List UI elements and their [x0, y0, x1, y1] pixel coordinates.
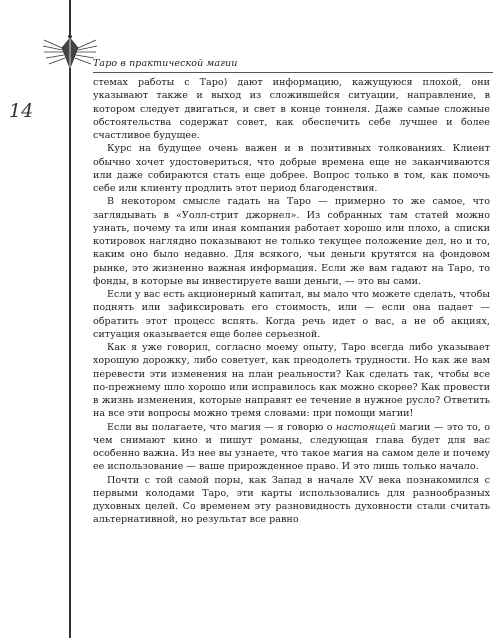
paragraph: Если у вас есть акционерный капитал, вы мало что можете сделать, чтобы поднять или зафиксировать его стоимость, или — если она падает — обратить этот процесс вспять. Когда речь идет о вас, а не об акциях, ситуация оказывается еще более серьезной.	[93, 289, 490, 340]
running-header	[93, 58, 493, 76]
header-rule	[93, 72, 493, 73]
winged-emblem-icon	[42, 34, 98, 72]
paragraph: В некотором смысле гадать на Таро — примерно то же самое, что заглядывать в «Уолл-стрит джорнел». Из собранных там статей можно узнать, почему та или иная компания работает хорошо или плохо, а списки котировок наглядно показывают не только текущее положение дел, но и то, каким оно было недавно. Для всякого, чьи деньги крутятся на фондовом рынке, это жизненно важная информация. Если же вам гадают на Таро, то фонды, в которые вы инвестируете ваши деньги, — это вы сами.	[93, 196, 490, 287]
emphasis-word: настоящей	[335, 421, 397, 433]
body-text	[93, 76, 490, 527]
paragraph-with-emphasis: Если вы полагаете, что магия — я говорю о настоящей магии — это то, о чем снимают кино и пишут романы, следующая глава будет для вас особенно важна. Из нее вы узнаете, что такое магия на самом деле и почему ее использование — ваше прирожденное право. И это лишь только начало.	[93, 421, 490, 473]
paragraph: стемах работы с Таро) дают информацию, кажущуюся плохой, они указывают также и выход из сложившейся ситуации, направление, в котором следует двигаться, и свет в конце тоннеля. Даже самые сложные обстоятельства содержат совет, как обеспечить себе лучшее и более счастливое будущее.	[93, 77, 490, 141]
page-number: 14	[9, 100, 34, 122]
margin-rule	[69, 0, 71, 638]
paragraph: Как я уже говорил, согласно моему опыту, Таро всегда либо указывает хорошую дорожку, либо советует, как преодолеть трудности. Но как же вам перевести эти изменения на план реальности? Как сделать так, чтобы все по-прежнему шло хорошо или исправилось как можно скорее? Как провести в жизнь изменения, которые направят ее течение в нужное русло? Ответить на все эти вопросы можно тремя словами: при помощи магии!	[93, 342, 490, 420]
paragraph: Почти с той самой поры, как Запад в начале XV века познакомился с первыми колодами Таро, эти карты использовались для разнообразных духовных целей. Со временем эту разновидность духовности стали считать альтернативной, но результат все равно	[93, 474, 490, 526]
paragraph: Курс на будущее очень важен и в позитивных толкованиях. Клиент обычно хочет удостовериться, что добрые времена еще не заканчиваются или даже собираются стать еще добрее. Вопрос только в том, как помочь себе или клиенту продлить этот период благоденствия.	[93, 143, 490, 194]
running-header-title: Таро в практической магии	[93, 58, 238, 69]
